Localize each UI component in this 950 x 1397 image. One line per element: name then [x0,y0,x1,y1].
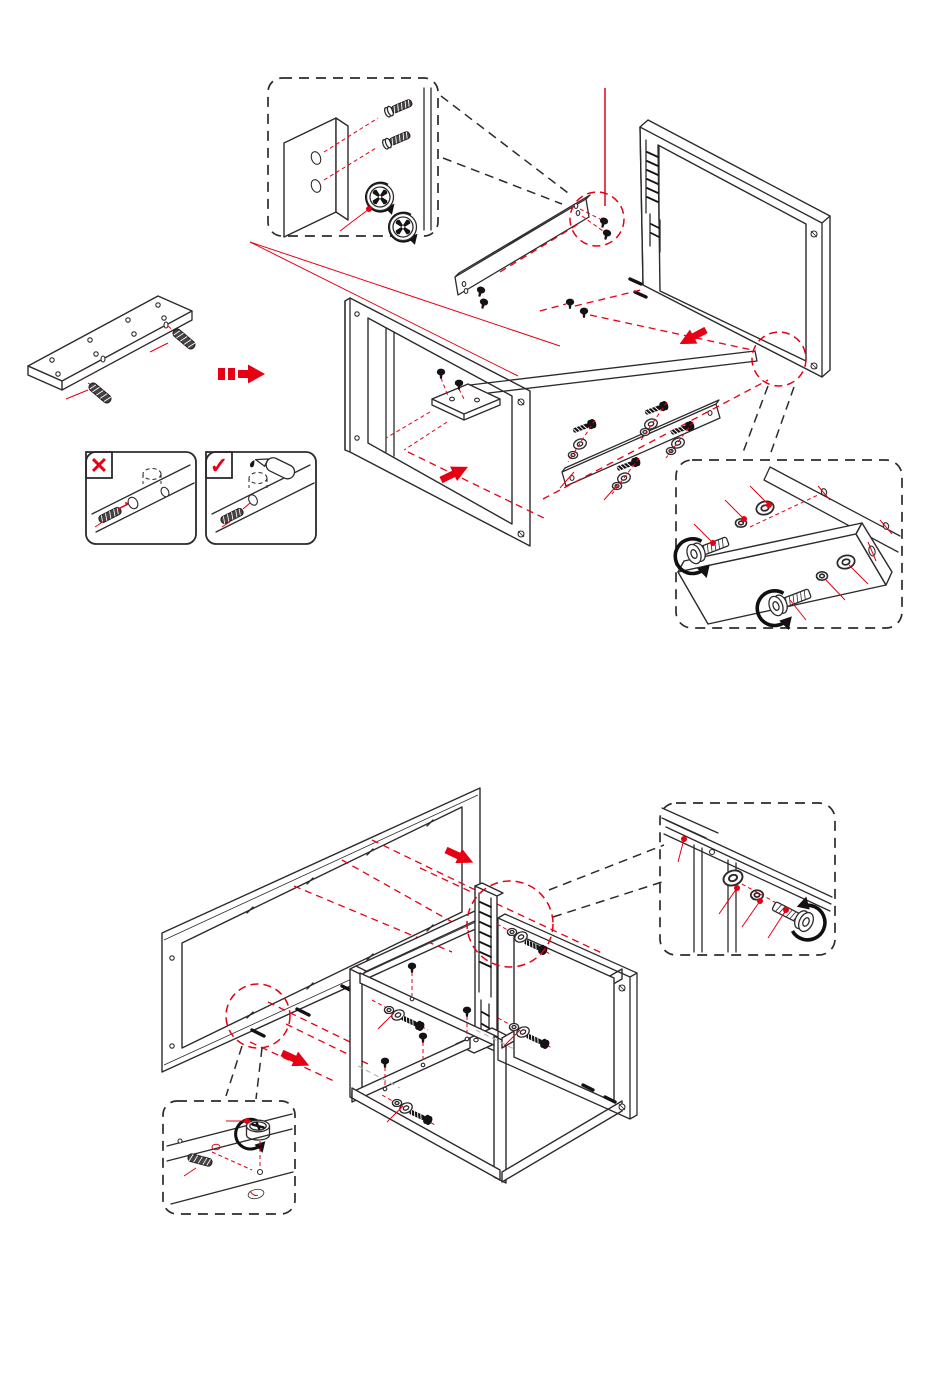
panel-fragment [284,118,348,237]
ghost-dowel [143,469,161,480]
spring-washer-icon [568,452,577,459]
callout-cam-dowel-detail [268,78,438,245]
washer-icon [721,868,744,888]
cam-bolt-icon [580,308,588,318]
spring-washer-icon [392,1100,401,1107]
cam-bolt-icon [475,286,486,298]
euro-screw-icon [383,98,413,118]
top-back-rail [455,195,612,310]
lower-assembly-step [162,788,835,1214]
cam-nut-icon [463,1007,471,1017]
spring-washer-icon [509,1024,518,1031]
ghost-dowel [249,473,267,484]
wrong-mark: ✕ [89,453,109,478]
highlight-circle [570,192,624,246]
callout-corner-bolt-detail [660,803,835,955]
guide-correct-apply-glue [206,449,316,544]
callout-leader [226,1046,262,1099]
bolt-icon [644,400,670,417]
spring-washer-icon [507,929,516,936]
spring-washer-icon [640,429,649,436]
slide-post [475,883,503,1052]
upper-assembly-step [28,78,902,630]
direction-arrow-icon [676,323,710,351]
callout-leader [549,845,664,917]
washer-icon [755,499,775,516]
cam-lock-icon [390,214,417,241]
callout-leader [742,386,794,455]
callout-leader [441,96,572,204]
cam-nut-icon [381,1058,389,1068]
cam-lock-icon [247,1120,270,1140]
right-side-frame-lower [498,914,637,1119]
bolt-icon [572,418,598,435]
front-right-post [494,1036,506,1183]
rail-fragment [167,1114,293,1204]
axis-dash [543,380,768,499]
correct-mark: ✓ [209,453,229,478]
cam-bolt-icon [566,299,574,309]
callout-cam-lock-detail [163,1101,295,1214]
spring-washer-icon [384,1007,393,1014]
cross-bar [543,380,768,500]
callout-bolt-washer-detail [675,460,902,630]
cam-bolt-icon [601,229,612,241]
wood-dowel-icon [187,1153,213,1167]
wood-dowel-icon [171,327,196,350]
wood-dowel-icon [87,381,112,404]
right-side-frame [630,120,830,377]
cam-nut-icon [419,1033,427,1043]
side-rail-with-dowels [28,296,197,405]
bolt-icon [400,1013,426,1032]
cam-nut-icon [408,963,416,973]
front-left-post [350,966,366,1103]
cam-bolt-icon [478,298,489,310]
proceed-arrow-icon [218,365,265,384]
guide-wrong-no-glue [86,452,196,544]
glue-bottle-icon [249,449,297,485]
frame-rail-fragment [664,820,832,911]
spring-washer-icon [816,572,827,580]
panel-edge [424,88,431,230]
euro-screw-icon [381,130,411,150]
bolt-icon [769,897,816,934]
wood-dowel-icon [220,507,245,525]
